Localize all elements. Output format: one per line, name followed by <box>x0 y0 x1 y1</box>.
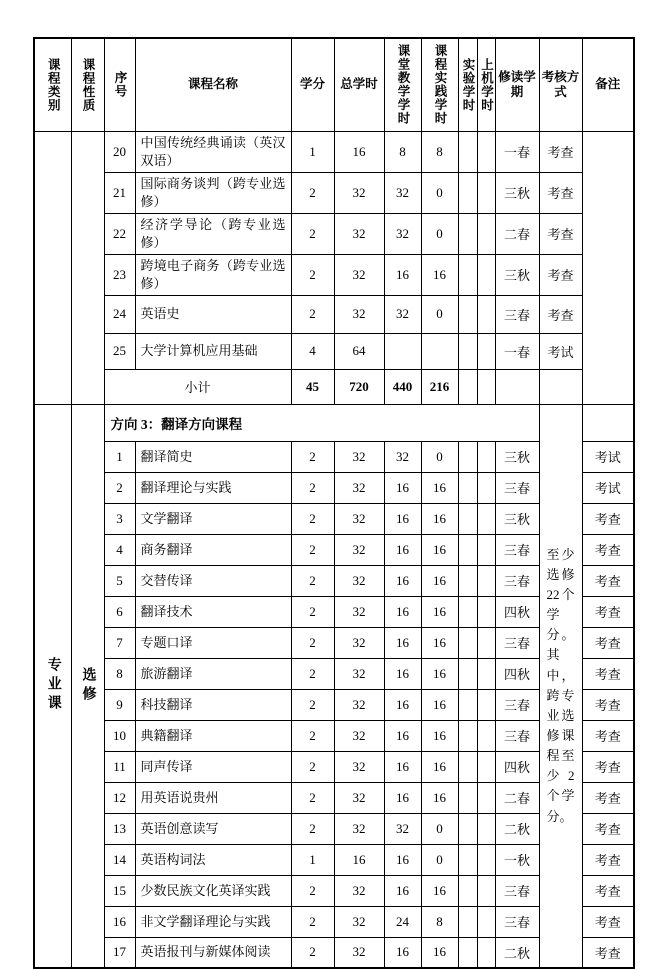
computer-hours-value <box>477 875 495 906</box>
experiment-hours-value <box>458 213 477 254</box>
classroom-hours-value <box>384 333 421 369</box>
classroom-hours-value: 16 <box>384 937 421 968</box>
semester-value: 三春 <box>495 472 539 503</box>
computer-hours-value <box>477 472 495 503</box>
subtotal-row <box>34 369 634 404</box>
experiment-hours-value <box>458 565 477 596</box>
row-number: 1 <box>104 441 135 472</box>
credits-value: 2 <box>291 937 334 968</box>
semester-value: 三春 <box>495 627 539 658</box>
row-number: 3 <box>104 503 135 534</box>
total-hours-value: 32 <box>334 172 384 213</box>
remark-cell <box>582 131 634 404</box>
computer-hours-value <box>477 596 495 627</box>
credits-value: 2 <box>291 658 334 689</box>
semester-value: 四秋 <box>495 751 539 782</box>
semester-value: 一秋 <box>495 844 539 875</box>
total-hours-value: 32 <box>334 875 384 906</box>
practice-hours-value: 0 <box>421 213 458 254</box>
classroom-hours-value: 16 <box>384 875 421 906</box>
experiment-hours-value <box>458 844 477 875</box>
subtotal-experiment-hours <box>458 369 477 404</box>
practice-hours-value: 16 <box>421 937 458 968</box>
course-name: 跨境电子商务（跨专业选修） <box>135 254 291 295</box>
col-header-assessment: 考核方式 <box>539 38 582 131</box>
credits-value: 2 <box>291 295 334 333</box>
practice-hours-value: 16 <box>421 627 458 658</box>
total-hours-value: 16 <box>334 844 384 875</box>
subtotal-practice-hours: 216 <box>421 369 458 404</box>
credits-value: 2 <box>291 503 334 534</box>
course-name: 国际商务谈判（跨专业选修） <box>135 172 291 213</box>
total-hours-value: 32 <box>334 441 384 472</box>
course-name: 交替传译 <box>135 565 291 596</box>
total-hours-value: 32 <box>334 720 384 751</box>
practice-hours-value: 8 <box>421 131 458 172</box>
assessment-value: 考查 <box>582 596 634 627</box>
col-header-serial-number: 序号 <box>104 38 135 131</box>
course-name: 商务翻译 <box>135 534 291 565</box>
remark-cell: 至少选修22个学分。其中，跨专业选修课程至少2个学分。 <box>539 404 582 968</box>
total-hours-value: 32 <box>334 565 384 596</box>
credits-value: 2 <box>291 441 334 472</box>
course-plan-table <box>33 37 635 969</box>
col-header-credits: 学分 <box>291 38 334 131</box>
col-header-remark: 备注 <box>582 38 634 131</box>
subtotal-assessment <box>539 369 582 404</box>
semester-value: 三春 <box>495 534 539 565</box>
practice-hours-value: 16 <box>421 751 458 782</box>
practice-hours-value: 0 <box>421 441 458 472</box>
practice-hours-value: 16 <box>421 689 458 720</box>
classroom-hours-value: 16 <box>384 254 421 295</box>
course-name: 专题口译 <box>135 627 291 658</box>
credits-value: 1 <box>291 131 334 172</box>
computer-hours-value <box>477 172 495 213</box>
classroom-hours-value: 16 <box>384 658 421 689</box>
semester-value: 二春 <box>495 782 539 813</box>
practice-hours-value: 0 <box>421 813 458 844</box>
course-name: 英语创意读写 <box>135 813 291 844</box>
subtotal-total-hours: 720 <box>334 369 384 404</box>
row-number: 24 <box>104 295 135 333</box>
semester-value: 三秋 <box>495 254 539 295</box>
computer-hours-value <box>477 254 495 295</box>
course-row <box>34 333 634 369</box>
col-header-course-category: 课程类别 <box>34 38 71 131</box>
assessment-value: 考试 <box>582 441 634 472</box>
classroom-hours-value: 32 <box>384 295 421 333</box>
subtotal-label: 小计 <box>104 369 291 404</box>
experiment-hours-value <box>458 720 477 751</box>
credits-value: 2 <box>291 875 334 906</box>
row-number: 20 <box>104 131 135 172</box>
credits-value: 4 <box>291 333 334 369</box>
course-nature-cell <box>71 131 104 404</box>
practice-hours-value: 16 <box>421 565 458 596</box>
computer-hours-value <box>477 782 495 813</box>
course-name: 翻译技术 <box>135 596 291 627</box>
assessment-value: 考查 <box>582 689 634 720</box>
course-name: 旅游翻译 <box>135 658 291 689</box>
classroom-hours-value: 16 <box>384 844 421 875</box>
computer-hours-value <box>477 627 495 658</box>
classroom-hours-value: 16 <box>384 565 421 596</box>
classroom-hours-value: 32 <box>384 813 421 844</box>
row-number: 13 <box>104 813 135 844</box>
practice-hours-value: 16 <box>421 254 458 295</box>
semester-value: 三春 <box>495 906 539 937</box>
experiment-hours-value <box>458 172 477 213</box>
total-hours-value: 32 <box>334 937 384 968</box>
semester-value: 三春 <box>495 875 539 906</box>
practice-hours-value: 0 <box>421 295 458 333</box>
computer-hours-value <box>477 844 495 875</box>
practice-hours-value: 16 <box>421 658 458 689</box>
semester-value: 二秋 <box>495 813 539 844</box>
course-name: 同声传译 <box>135 751 291 782</box>
total-hours-value: 64 <box>334 333 384 369</box>
experiment-hours-value <box>458 813 477 844</box>
course-name: 典籍翻译 <box>135 720 291 751</box>
row-number: 11 <box>104 751 135 782</box>
semester-value: 四秋 <box>495 658 539 689</box>
assessment-value: 考试 <box>539 333 582 369</box>
total-hours-value: 32 <box>334 472 384 503</box>
credits-value: 2 <box>291 720 334 751</box>
classroom-hours-value: 16 <box>384 627 421 658</box>
experiment-hours-value <box>458 658 477 689</box>
semester-value: 一春 <box>495 333 539 369</box>
course-name: 用英语说贵州 <box>135 782 291 813</box>
practice-hours-value: 16 <box>421 503 458 534</box>
computer-hours-value <box>477 751 495 782</box>
course-name: 科技翻译 <box>135 689 291 720</box>
col-header-computer-hours: 上机学时 <box>477 38 495 131</box>
direction-title: 方向 3：翻译方向课程 <box>104 404 539 441</box>
experiment-hours-value <box>458 751 477 782</box>
table-header-row <box>34 38 634 131</box>
total-hours-value: 32 <box>334 751 384 782</box>
col-header-course-nature: 课程性质 <box>71 38 104 131</box>
practice-hours-value: 16 <box>421 534 458 565</box>
col-header-total-hours: 总学时 <box>334 38 384 131</box>
course-name: 中国传统经典诵读（英汉双语） <box>135 131 291 172</box>
semester-value: 四秋 <box>495 596 539 627</box>
assessment-value: 考查 <box>539 254 582 295</box>
total-hours-value: 32 <box>334 254 384 295</box>
col-header-classroom-hours: 课堂教学学时 <box>384 38 421 131</box>
semester-value: 三秋 <box>495 172 539 213</box>
total-hours-value: 32 <box>334 813 384 844</box>
course-name: 经济学导论（跨专业选修） <box>135 213 291 254</box>
course-category-cell: 专业课 <box>34 404 71 968</box>
course-row <box>34 213 634 254</box>
classroom-hours-value: 16 <box>384 472 421 503</box>
credits-value: 2 <box>291 213 334 254</box>
semester-value: 二秋 <box>495 937 539 968</box>
row-number: 23 <box>104 254 135 295</box>
row-number: 4 <box>104 534 135 565</box>
subtotal-credits: 45 <box>291 369 334 404</box>
experiment-hours-value <box>458 689 477 720</box>
computer-hours-value <box>477 813 495 844</box>
assessment-value: 考查 <box>539 172 582 213</box>
classroom-hours-value: 16 <box>384 782 421 813</box>
course-nature-cell: 选修 <box>71 404 104 968</box>
computer-hours-value <box>477 131 495 172</box>
classroom-hours-value: 16 <box>384 596 421 627</box>
semester-value: 三春 <box>495 295 539 333</box>
classroom-hours-value: 8 <box>384 131 421 172</box>
row-number: 14 <box>104 844 135 875</box>
assessment-value: 考查 <box>582 782 634 813</box>
assessment-value: 考查 <box>539 131 582 172</box>
assessment-value: 考查 <box>582 627 634 658</box>
assessment-value: 考试 <box>582 472 634 503</box>
practice-hours-value: 0 <box>421 844 458 875</box>
row-number: 5 <box>104 565 135 596</box>
semester-value: 三秋 <box>495 441 539 472</box>
credits-value: 1 <box>291 844 334 875</box>
row-number: 15 <box>104 875 135 906</box>
computer-hours-value <box>477 503 495 534</box>
total-hours-value: 32 <box>334 213 384 254</box>
semester-value: 一春 <box>495 131 539 172</box>
computer-hours-value <box>477 565 495 596</box>
classroom-hours-value: 16 <box>384 534 421 565</box>
computer-hours-value <box>477 213 495 254</box>
computer-hours-value <box>477 658 495 689</box>
row-number: 25 <box>104 333 135 369</box>
assessment-value: 考查 <box>582 937 634 968</box>
course-name: 翻译理论与实践 <box>135 472 291 503</box>
total-hours-value: 32 <box>334 658 384 689</box>
course-table-body <box>34 131 634 968</box>
total-hours-value: 32 <box>334 596 384 627</box>
credits-value: 2 <box>291 906 334 937</box>
computer-hours-value <box>477 906 495 937</box>
course-name: 文学翻译 <box>135 503 291 534</box>
classroom-hours-value: 16 <box>384 720 421 751</box>
classroom-hours-value: 24 <box>384 906 421 937</box>
credits-value: 2 <box>291 565 334 596</box>
experiment-hours-value <box>458 503 477 534</box>
experiment-hours-value <box>458 782 477 813</box>
subtotal-classroom-hours: 440 <box>384 369 421 404</box>
total-hours-value: 32 <box>334 627 384 658</box>
total-hours-value: 32 <box>334 295 384 333</box>
experiment-hours-value <box>458 131 477 172</box>
classroom-hours-value: 32 <box>384 213 421 254</box>
experiment-hours-value <box>458 441 477 472</box>
practice-hours-value: 16 <box>421 782 458 813</box>
row-number: 8 <box>104 658 135 689</box>
experiment-hours-value <box>458 937 477 968</box>
semester-value: 三春 <box>495 565 539 596</box>
col-header-semester: 修读学期 <box>495 38 539 131</box>
assessment-value: 考查 <box>582 751 634 782</box>
classroom-hours-value: 16 <box>384 689 421 720</box>
experiment-hours-value <box>458 596 477 627</box>
experiment-hours-value <box>458 534 477 565</box>
credits-value: 2 <box>291 472 334 503</box>
classroom-hours-value: 32 <box>384 441 421 472</box>
course-name: 大学计算机应用基础 <box>135 333 291 369</box>
assessment-value: 考查 <box>582 503 634 534</box>
assessment-value: 考查 <box>582 565 634 596</box>
practice-hours-value: 8 <box>421 906 458 937</box>
total-hours-value: 16 <box>334 131 384 172</box>
credits-value: 2 <box>291 751 334 782</box>
col-header-course-name: 课程名称 <box>135 38 291 131</box>
row-number: 6 <box>104 596 135 627</box>
course-name: 英语报刊与新媒体阅读 <box>135 937 291 968</box>
practice-hours-value: 0 <box>421 172 458 213</box>
experiment-hours-value <box>458 333 477 369</box>
credits-value: 2 <box>291 596 334 627</box>
course-row <box>34 254 634 295</box>
course-row <box>34 172 634 213</box>
assessment-value: 考查 <box>582 720 634 751</box>
assessment-value: 考查 <box>539 295 582 333</box>
credits-value: 2 <box>291 172 334 213</box>
total-hours-value: 32 <box>334 906 384 937</box>
course-name: 非文学翻译理论与实践 <box>135 906 291 937</box>
practice-hours-value: 16 <box>421 875 458 906</box>
credits-value: 2 <box>291 813 334 844</box>
subtotal-computer-hours <box>477 369 495 404</box>
row-number: 17 <box>104 937 135 968</box>
computer-hours-value <box>477 937 495 968</box>
col-header-practice-hours: 课程实践学时 <box>421 38 458 131</box>
course-row <box>34 131 634 172</box>
col-header-experiment-hours: 实验学时 <box>458 38 477 131</box>
credits-value: 2 <box>291 534 334 565</box>
total-hours-value: 32 <box>334 534 384 565</box>
assessment-value: 考查 <box>539 213 582 254</box>
experiment-hours-value <box>458 472 477 503</box>
course-name: 英语史 <box>135 295 291 333</box>
experiment-hours-value <box>458 906 477 937</box>
assessment-value: 考查 <box>582 534 634 565</box>
computer-hours-value <box>477 441 495 472</box>
credits-value: 2 <box>291 254 334 295</box>
classroom-hours-value: 32 <box>384 172 421 213</box>
total-hours-value: 32 <box>334 782 384 813</box>
course-name: 少数民族文化英译实践 <box>135 875 291 906</box>
practice-hours-value <box>421 333 458 369</box>
course-name: 翻译简史 <box>135 441 291 472</box>
practice-hours-value: 16 <box>421 596 458 627</box>
semester-value: 三春 <box>495 720 539 751</box>
assessment-value: 考查 <box>582 658 634 689</box>
computer-hours-value <box>477 720 495 751</box>
experiment-hours-value <box>458 295 477 333</box>
semester-value: 二春 <box>495 213 539 254</box>
row-number: 21 <box>104 172 135 213</box>
computer-hours-value <box>477 534 495 565</box>
classroom-hours-value: 16 <box>384 751 421 782</box>
computer-hours-value <box>477 689 495 720</box>
total-hours-value: 32 <box>334 503 384 534</box>
credits-value: 2 <box>291 627 334 658</box>
total-hours-value: 32 <box>334 689 384 720</box>
row-number: 7 <box>104 627 135 658</box>
row-number: 10 <box>104 720 135 751</box>
subtotal-semester <box>495 369 539 404</box>
assessment-value: 考查 <box>582 875 634 906</box>
row-number: 9 <box>104 689 135 720</box>
semester-value: 三秋 <box>495 503 539 534</box>
row-number: 22 <box>104 213 135 254</box>
classroom-hours-value: 16 <box>384 503 421 534</box>
experiment-hours-value <box>458 875 477 906</box>
semester-value: 三春 <box>495 689 539 720</box>
course-name: 英语构词法 <box>135 844 291 875</box>
course-category-cell <box>34 131 71 404</box>
experiment-hours-value <box>458 627 477 658</box>
computer-hours-value <box>477 295 495 333</box>
row-number: 12 <box>104 782 135 813</box>
practice-hours-value: 16 <box>421 472 458 503</box>
assessment-value: 考查 <box>582 844 634 875</box>
course-row <box>34 295 634 333</box>
direction-header-row <box>34 404 634 441</box>
experiment-hours-value <box>458 254 477 295</box>
practice-hours-value: 16 <box>421 720 458 751</box>
row-number: 2 <box>104 472 135 503</box>
assessment-value: 考查 <box>582 906 634 937</box>
credits-value: 2 <box>291 689 334 720</box>
assessment-value: 考查 <box>582 813 634 844</box>
computer-hours-value <box>477 333 495 369</box>
row-number: 16 <box>104 906 135 937</box>
credits-value: 2 <box>291 782 334 813</box>
